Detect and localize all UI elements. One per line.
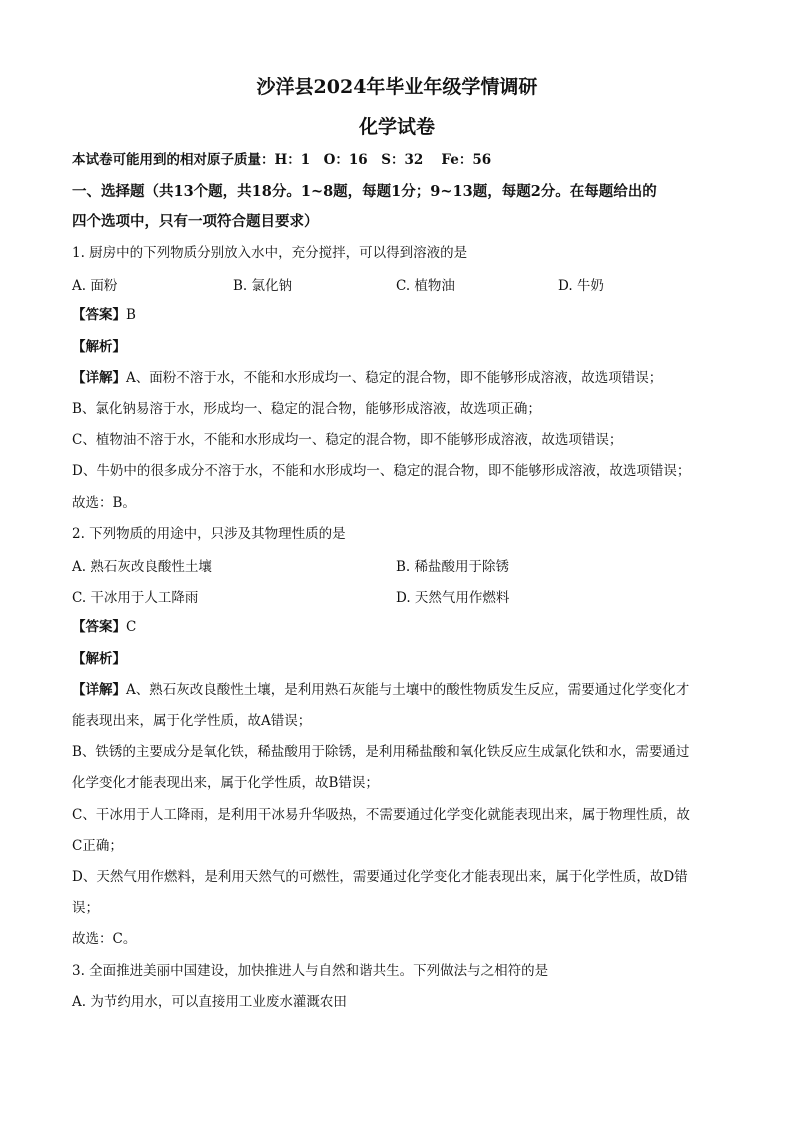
q2-answer: 【答案】C [72, 619, 137, 635]
q2-option-a: A. 熟石灰改良酸性土壤 [72, 559, 212, 575]
bracket-tag: 【解析】 [72, 339, 126, 355]
atomic-mass-note: 本试卷可能用到的相对原子质量：H：1 O：16 S：32 Fe：56 [72, 152, 492, 168]
q2-option-d: D. 天然气用作燃料 [396, 590, 510, 606]
bracket-tag: 【解析】 [72, 651, 126, 667]
q2-detail-line: C正确； [72, 838, 123, 854]
q2-detail-line: 【详解】A、熟石灰改良酸性土壤，是利用熟石灰能与土壤中的酸性物质发生反应，需要通过化学变化才 [72, 682, 690, 698]
q2-analysis-label [72, 649, 722, 669]
q2-option-c: C. 干冰用于人工降雨 [72, 590, 199, 606]
q2-detail-line: B、铁锈的主要成分是氧化铁，稀盐酸用于除锈，是利用稀盐酸和氧化铁反应生成氯化铁和水，需要通过 [72, 744, 690, 760]
q1-option-c: C. 植物油 [396, 278, 455, 294]
section-heading-line2: 四个选项中，只有一项符合题目要求） [72, 213, 319, 230]
q2-detail-line: 能表现出来，属于化学性质，故A错误； [72, 713, 312, 729]
q1-detail-line: D、牛奶中的很多成分不溶于水，不能和水形成均一、稳定的混合物，即不能够形成溶液，故选项错误； [72, 463, 691, 479]
page-title: 沙洋县2024年毕业年级学情调研 [256, 76, 538, 98]
q3-stem: 3. 全面推进美丽中国建设，加快推进人与自然和谐共生。下列做法与之相符的是 [72, 963, 549, 979]
bracket-tag: 【详解】 [72, 370, 126, 386]
q2-detail-line: 化学变化才能表现出来，属于化学性质，故B错误； [72, 775, 379, 791]
q1-detail-line: B、氯化钠易溶于水，形成均一、稳定的混合物，能够形成溶液，故选项正确； [72, 401, 541, 417]
page-subtitle: 化学试卷 [358, 116, 435, 138]
q1-detail-line: C、植物油不溶于水，不能和水形成均一、稳定的混合物，即不能够形成溶液，故选项错误； [72, 432, 623, 448]
bracket-tag: 【详解】 [72, 682, 126, 698]
q1-option-b: B. 氯化钠 [233, 278, 293, 294]
q1-analysis-label [72, 337, 722, 357]
q2-detail-line: C、干冰用于人工降雨，是利用干冰易升华吸热，不需要通过化学变化就能表现出来，属于物理性质，故 [72, 807, 690, 823]
q1-stem: 1. 厨房中的下列物质分别放入水中，充分搅拌，可以得到溶液的是 [72, 245, 468, 261]
q1-answer: 【答案】B [72, 307, 136, 323]
q2-detail-line: D、天然气用作燃料，是利用天然气的可燃性，需要通过化学变化才能表现出来，属于化学性质，故D错 [72, 869, 688, 885]
q2-option-b: B. 稀盐酸用于除锈 [396, 559, 510, 575]
q1-option-a: A. 面粉 [72, 278, 118, 294]
q1-detail-line: 故选：B。 [72, 495, 136, 511]
q2-stem: 2. 下列物质的用途中，只涉及其物理性质的是 [72, 526, 346, 542]
q1-option-d: D. 牛奶 [558, 278, 604, 294]
q2-detail-line: 误； [72, 900, 99, 916]
section-heading-line1: 一、选择题（共13个题，共18分。1~8题，每题1分；9~13题，每题2分。在每题给出的 [72, 183, 657, 200]
bracket-tag: 【答案】 [72, 307, 126, 323]
q3-option-a: A. 为节约用水，可以直接用工业废水灌溉农田 [72, 994, 347, 1010]
q1-detail-line: 【详解】A、面粉不溶于水，不能和水形成均一、稳定的混合物，即不能够形成溶液，故选项错误； [72, 370, 663, 386]
bracket-tag: 【答案】 [72, 619, 126, 635]
q2-detail-line: 故选：C。 [72, 931, 137, 947]
